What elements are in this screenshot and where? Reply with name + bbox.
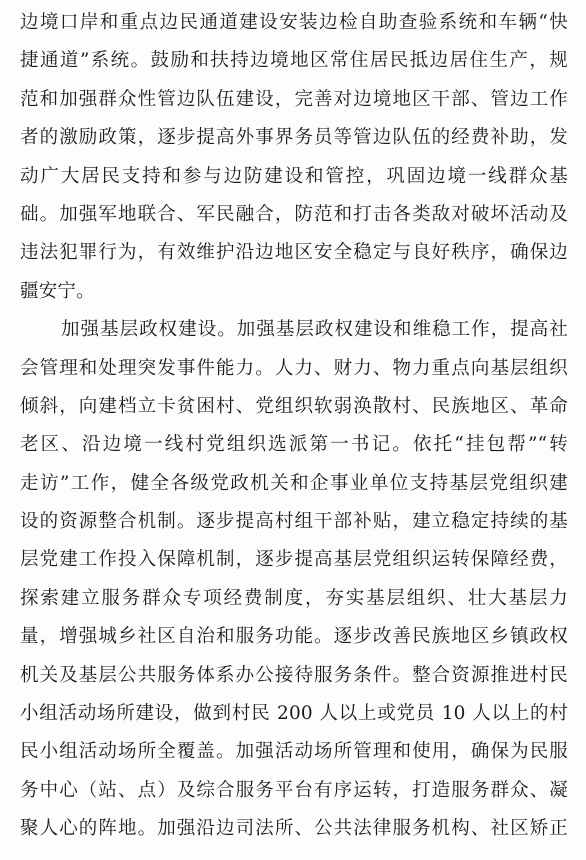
paragraph-border-control <box>20 4 568 311</box>
text-line: 设的资源整合机制。逐步提高村组干部补贴，建立稳定持续的基 <box>20 511 568 533</box>
text-line: 量，增强城乡社区自治和服务功能。逐步改善民族地区乡镇政权 <box>20 626 568 648</box>
paragraph-grassroots-government <box>20 311 568 848</box>
text-line: 者的激励政策，逐步提高外事界务员等管边队伍的经费补助，发 <box>20 127 568 149</box>
text-line: 捷通道”系统。鼓励和扶持边境地区常住居民抵边居住生产，规 <box>20 50 568 72</box>
text-line: 边境口岸和重点边民通道建设安装边检自助查验系统和车辆“快 <box>20 12 568 33</box>
text-line: 探索建立服务群众专项经费制度，夯实基层组织、壮大基层力 <box>20 587 568 609</box>
text-line: 范和加强群众性管边队伍建设，完善对边境地区干部、管边工作 <box>20 88 568 110</box>
text-line: 务中心（站、点）及综合服务平台有序运转，打造服务群众、凝 <box>20 779 568 801</box>
text-line: 动广大居民支持和参与边防建设和管控，巩固边境一线群众基 <box>20 165 568 187</box>
text-line: 加强基层政权建设。加强基层政权建设和维稳工作，提高社 <box>61 319 568 341</box>
text-line: 机关及基层公共服务体系办公接待服务条件。整合资源推进村民 <box>20 664 568 686</box>
text-line: 础。加强军地联合、军民融合，防范和打击各类敌对破坏活动及 <box>20 203 568 225</box>
text-line: 走访”工作，健全各级党政机关和企事业单位支持基层党组织建 <box>20 472 568 494</box>
text-line: 聚人心的阵地。加强沿边司法所、公共法律服务机构、社区矫正 <box>20 818 568 840</box>
text-line: 老区、沿边境一线村党组织选派第一书记。依托“挂包帮”“转 <box>20 434 568 456</box>
text-line: 会管理和处理突发事件能力。人力、财力、物力重点向基层组织 <box>20 357 568 379</box>
text-line: 倾斜，向建档立卡贫困村、党组织软弱涣散村、民族地区、革命 <box>20 395 568 417</box>
text-line: 民小组活动场所全覆盖。加强活动场所管理和使用，确保为民服 <box>20 741 568 763</box>
text-line: 违法犯罪行为，有效维护沿边地区安全稳定与良好秩序，确保边 <box>20 242 568 264</box>
text-line: 层党建工作投入保障机制，逐步提高基层党组织运转保障经费， <box>20 549 568 571</box>
text-line: 疆安宁。 <box>20 280 95 302</box>
text-line: 小组活动场所建设，做到村民 200 人以上或党员 10 人以上的村 <box>20 703 568 725</box>
